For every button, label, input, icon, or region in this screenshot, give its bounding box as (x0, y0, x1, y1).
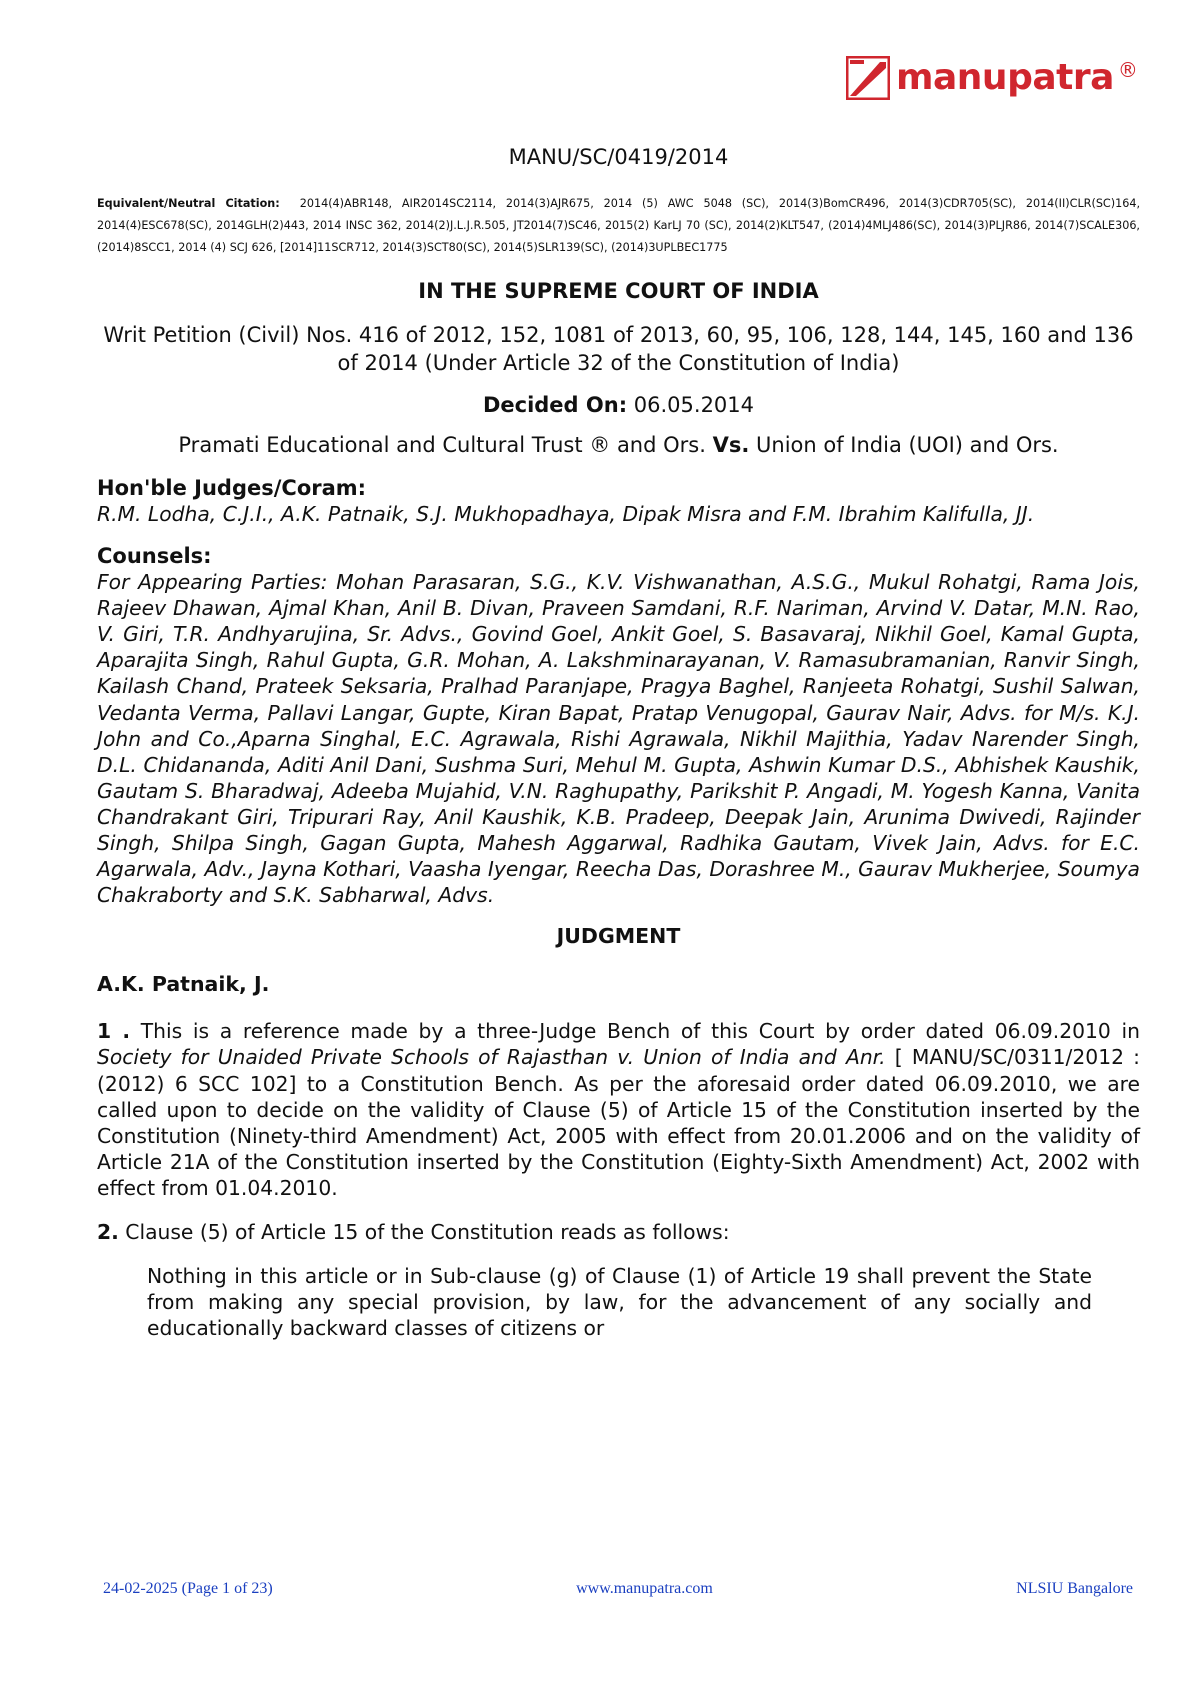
manupatra-logo-icon (846, 56, 890, 100)
judges-heading: Hon'ble Judges/Coram: (97, 476, 367, 500)
judges-list: R.M. Lodha, C.J.I., A.K. Patnaik, S.J. Mukhopadhaya, Dipak Misra and F.M. Ibrahim Kalifulla, JJ. (97, 502, 1035, 526)
footer-date-page: 24-02-2025 (Page 1 of 23) (103, 1580, 273, 1597)
counsels-heading: Counsels: (97, 544, 212, 569)
paragraph-text: This is a reference made by a three-Judge Bench of this Court by order dated 06.09.2010 in (140, 1019, 1140, 1044)
equivalent-citation-text: 2014(4)ABR148, AIR2014SC2114, 2014(3)AJR675, 2014 (5) AWC 5048 (SC), 2014(3)BomCR496, 2014(3)CDR705(SC), 2014(II)CLR(SC)164, 2014(4)ESC678(SC), 2014GLH(2)443, 2014 INSC 362, 2014(2)J.L.J.R.505, JT2014(7)SC46, 2015(2) KarLJ 70 (SC), 2014(2)KLT547, (2014)4MLJ486(SC), 2014(3)PLJR86, 2014(7)SCALE306, (2014)8SCC1, 2014 (4) SCJ 626, [2014]11SCR712, 2014(3)SCT80(SC), 2014(5)SLR139(SC), (2014)3UPLBEC1775 (97, 197, 1141, 254)
footer-website-link[interactable]: www.manupatra.com (576, 1580, 713, 1597)
petitioner: Pramati Educational and Cultural Trust ® and Ors. (178, 433, 706, 457)
judgment-heading: JUDGMENT (556, 924, 681, 949)
case-parties (97, 433, 1140, 457)
decided-on (97, 393, 1140, 417)
court-name: IN THE SUPREME COURT OF INDIA (418, 279, 819, 303)
case-reference: Society for Unaided Private Schools of Rajasthan v. Union of India and Anr. (97, 1045, 886, 1070)
equivalent-citation-label: Equivalent/Neutral Citation: (97, 197, 280, 210)
equivalent-citation (97, 193, 1140, 259)
logo-wordmark: manupatra (896, 57, 1114, 98)
manu-citation: MANU/SC/0419/2014 (508, 145, 729, 169)
paragraph-number: 1 . (97, 1019, 131, 1044)
counsels-list: For Appearing Parties: Mohan Parasaran, S.G., K.V. Vishwanathan, A.S.G., Mukul Rohatgi, Rama Jois, Rajeev Dhawan, Ajmal Khan, Anil B. Divan, Praveen Samdani, R.F. Nariman, Arvind V. Datar, M.N. Rao, V. Giri, T.R. Andhyarujina, Sr. Advs., Govind Goel, Ankit Goel, S. Basavaraj, Nikhil Goel, Kamal Gupta, Aparajita Singh, Rahul Gupta, G.R. Mohan, A. Lakshminarayanan, V. Ramasubramanian, Ranvir Singh, Kailash Chand, Prateek Seksaria, Pralhad Paranjape, Pragya Baghel, Ranjeeta Rohatgi, Sushil Salwan, Vedanta Verma, Pallavi Langar, Gupte, Kiran Bapat, Pratap Venugopal, Gaurav Nair, Advs. for M/s. K.J. John and Co.,Aparna Singhal, E.C. Agrawala, Rishi Agrawala, Nikhil Majithia, Yadav Narender Singh, D.L. Chidananda, Aditi Anil Dani, Sushma Suri, Mehul M. Gupta, Ashwin Kumar D.S., Abhishek Kaushik, Gautam S. Bharadwaj, Adeeba Mujahid, V.N. Raghupathy, Parikshit P. Angadi, M. Yogesh Kanna, Vanita Chandrakant Giri, Tripurari Ray, Anil Kaushik, K.B. Pradeep, Deepak Jain, Arunima Dwivedi, Rajinder Singh, Shilpa Singh, Gagan Gupta, Mahesh Aggarwal, Radhika Gautam, Vivek Jain, Advs. for E.C. Agarwala, Adv., Jayna Kothari, Vaasha Iyengar, Reecha Das, Dorashree M., Gaurav Mukherjee, Soumya Chakraborty and S.K. Sabharwal, Advs. (97, 570, 1140, 908)
page-footer (103, 1580, 1133, 1598)
paragraph-text: [ MANU/SC/0311/2012 : (2012) 6 SCC 102] to a Constitution Bench. As per the aforesaid order dated 06.09.2010, we are called upon to decide on the validity of Clause (5) of Article 15 of the Constitution inserted by the Constitution (Ninety-third Amendment) Act, 2005 with effect from 20.01.2006 and on the validity of Article 21A of the Constitution inserted by the Constitution (Eighty-Sixth Amendment) Act, 2002 with effect from 01.04.2010. (97, 1045, 1141, 1200)
authoring-judge: A.K. Patnaik, J. (97, 972, 270, 997)
manupatra-logo (846, 56, 1138, 100)
paragraph-2 (97, 1219, 1140, 1245)
decided-on-label: Decided On: (482, 393, 628, 417)
footer-institution: NLSIU Bangalore (1016, 1580, 1133, 1597)
paragraph-text: Clause (5) of Article 15 of the Constitution reads as follows: (125, 1219, 730, 1244)
quoted-provision: Nothing in this article or in Sub-clause (g) of Clause (1) of Article 19 shall prevent the State from making any special provision, by law, for the advancement of any socially and educationally backward classes of citizens or (147, 1264, 1092, 1341)
registered-mark: ® (1117, 58, 1138, 82)
paragraph-1 (97, 1018, 1140, 1201)
document-body (97, 145, 1140, 1341)
decided-on-date: 06.05.2014 (633, 393, 755, 417)
writ-petition-numbers: Writ Petition (Civil) Nos. 416 of 2012, 152, 1081 of 2013, 60, 95, 106, 128, 144, 145, 160 and 136 of 2014 (Under Article 32 of the Constitution of India) (103, 323, 1134, 375)
respondent: Union of India (UOI) and Ors. (756, 433, 1059, 457)
paragraph-number: 2. (97, 1219, 119, 1244)
versus-label: Vs. (712, 433, 750, 457)
